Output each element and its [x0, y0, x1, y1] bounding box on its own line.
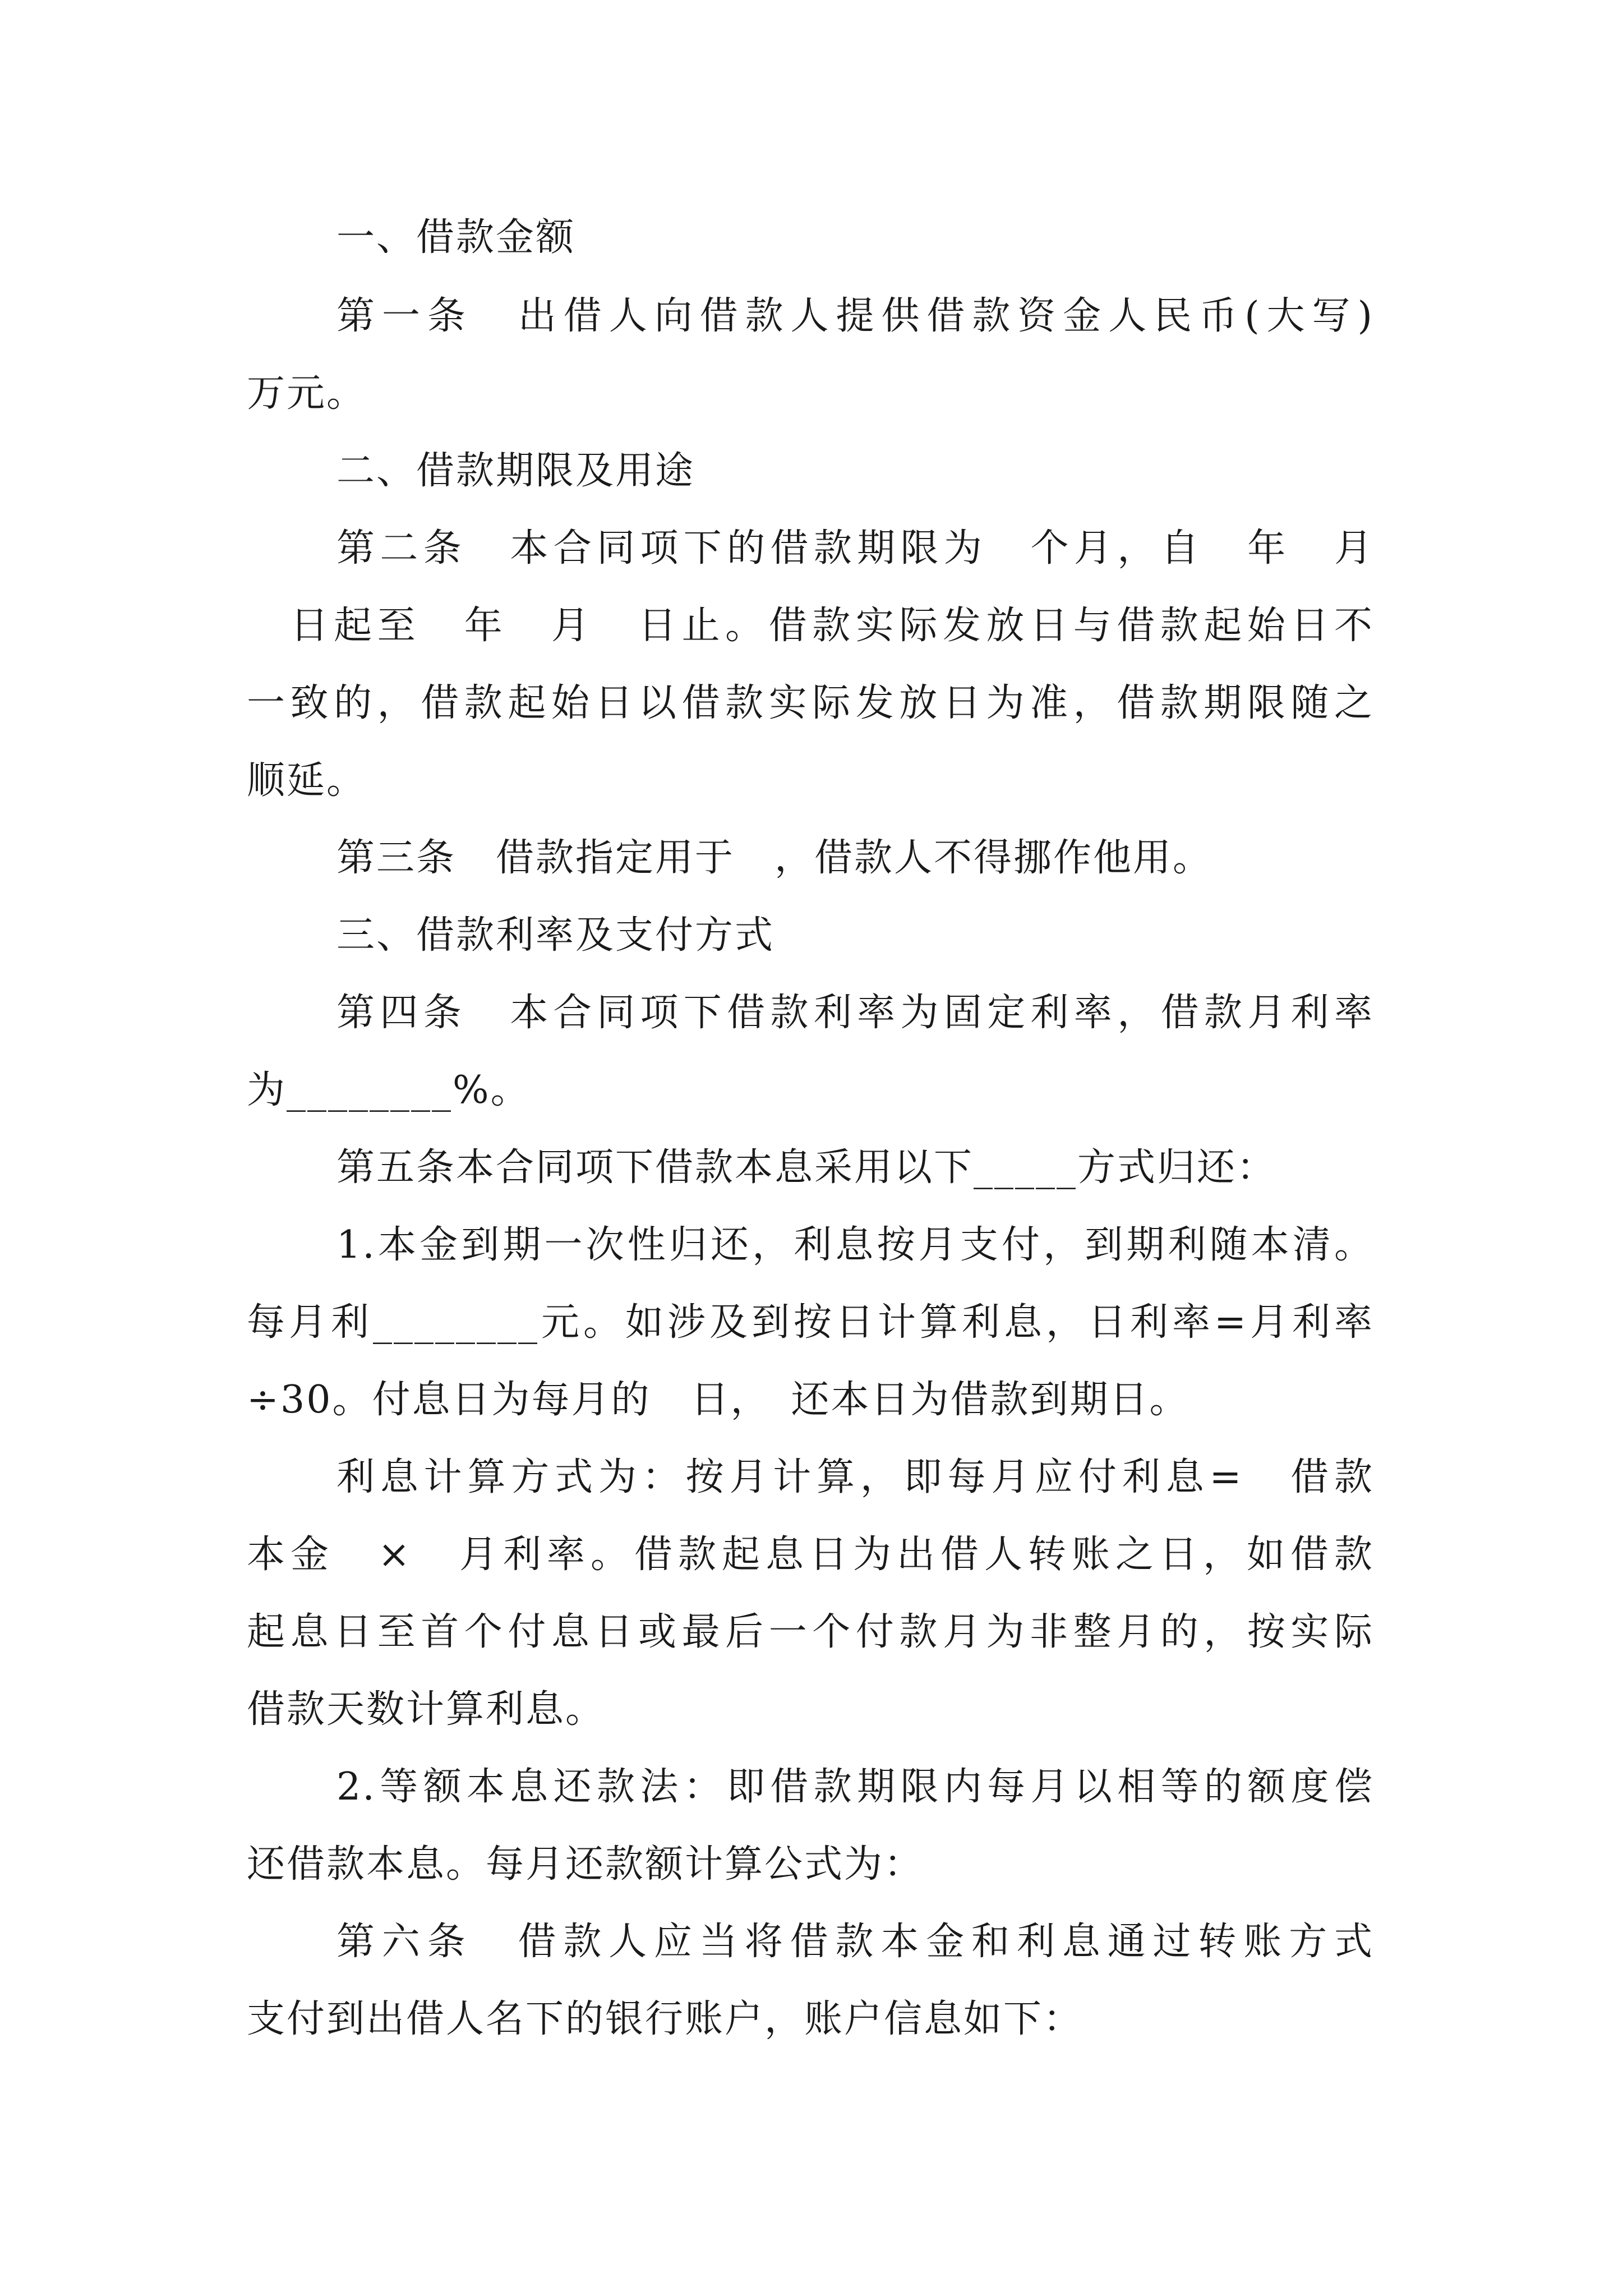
clause-2-line-3: 一致的，借款起始日以借款实际发放日为准，借款期限随之	[247, 681, 1374, 725]
clause-6-line-2: 支付到出借人名下的银行账户，账户信息如下：	[247, 1997, 1083, 2041]
interest-calc-line-1: 利息计算方式为：按月计算，即每月应付利息= 借款	[336, 1455, 1374, 1499]
interest-calc-line-3: 起息日至首个付息日或最后一个付款月为非整月的，按实际	[247, 1610, 1374, 1654]
interest-calc-line-4: 借款天数计算利息。	[247, 1687, 606, 1732]
clause-5-line-1: 第五条本合同项下借款本息采用以下_____方式归还：	[336, 1145, 1277, 1190]
clause-1-line-1: 第一条 出借人向借款人提供借款资金人民币(大写)	[336, 294, 1374, 338]
method-2-line-1: 2.等额本息还款法：即借款期限内每月以相等的额度偿	[336, 1765, 1374, 1809]
clause-6-line-1: 第六条 借款人应当将借款本金和利息通过转账方式	[336, 1920, 1374, 1964]
clause-4-line-2: 为________%。	[247, 1068, 531, 1112]
clause-4-line-1: 第四条 本合同项下借款利率为固定利率，借款月利率	[336, 991, 1374, 1035]
clause-2-line-1: 第二条 本合同项下的借款期限为 个月，自 年 月	[336, 526, 1374, 570]
clause-2-line-4: 顺延。	[247, 758, 367, 803]
method-1-line-3: ÷30。付息日为每月的 日， 还本日为借款到期日。	[247, 1378, 1189, 1422]
interest-calc-line-2: 本金 × 月利率。借款起息日为出借人转账之日，如借款	[247, 1533, 1374, 1577]
section-heading-loan-term: 二、借款期限及用途	[336, 449, 695, 493]
clause-1-line-2: 万元。	[247, 371, 367, 416]
section-heading-interest: 三、借款利率及支付方式	[336, 913, 775, 958]
method-1-line-1: 1.本金到期一次性归还，利息按月支付，到期利随本清。	[336, 1223, 1374, 1267]
clause-2-line-2: 日起至 年 月 日止。借款实际发放日与借款起始日不	[247, 604, 1374, 648]
method-1-line-2: 每月利________元。如涉及到按日计算利息，日利率=月利率	[247, 1300, 1374, 1345]
method-2-line-2: 还借款本息。每月还款额计算公式为：	[247, 1842, 924, 1887]
section-heading-loan-amount: 一、借款金额	[336, 215, 576, 260]
clause-3-line-1: 第三条 借款指定用于 ，借款人不得挪作他用。	[336, 836, 1213, 880]
